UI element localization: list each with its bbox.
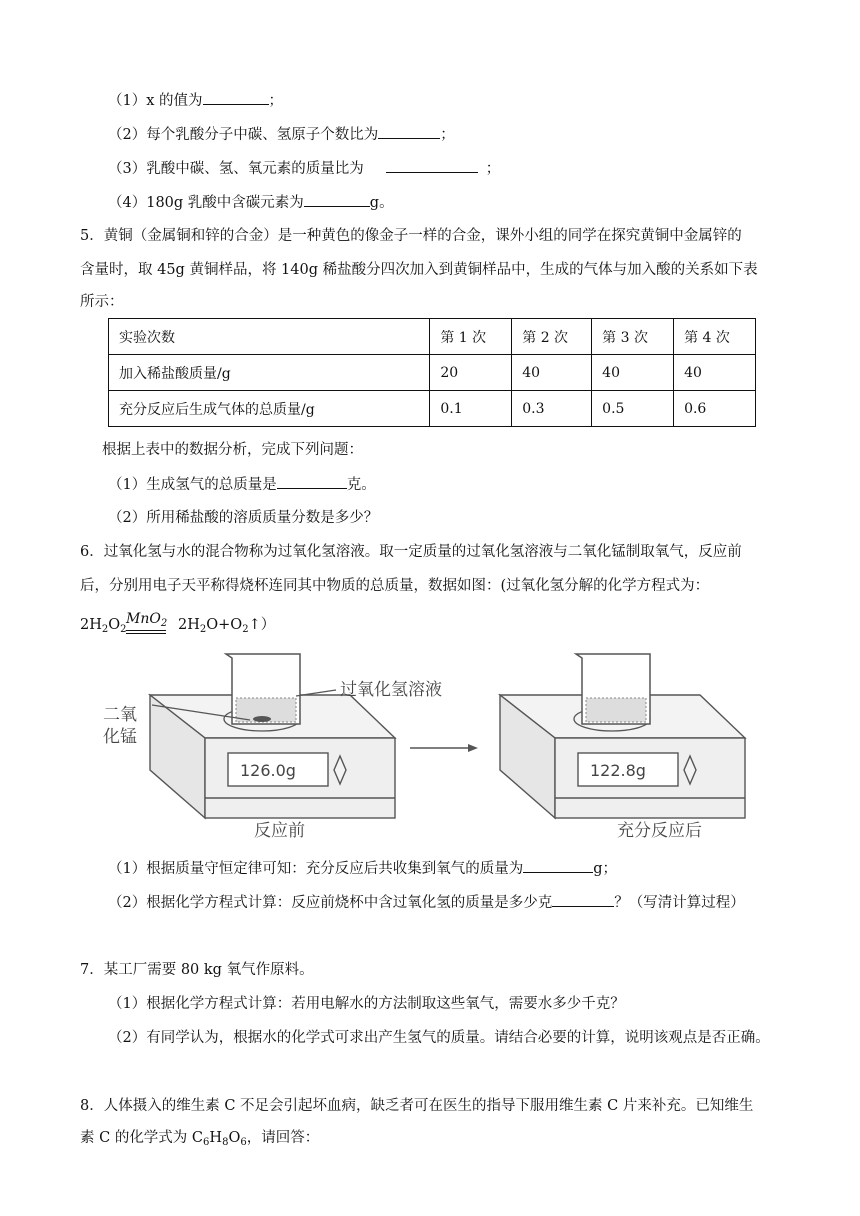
eq-text: O+O (206, 617, 243, 633)
eq-subscript: 2 (120, 624, 127, 635)
q4-item-2-suffix: ； (440, 127, 455, 143)
q4-item-4-text: （4）180g 乳酸中含碳元素为 (108, 195, 304, 211)
q4-item-4 (108, 192, 394, 213)
q5-data-table (108, 318, 756, 427)
table-header-cell: 第 3 次 (592, 319, 674, 355)
q8-stem-line-2 (80, 1128, 319, 1153)
answer-blank[interactable] (277, 474, 347, 489)
eq-text: 2H (80, 617, 102, 633)
arrow-head-icon (468, 744, 478, 752)
table-cell: 0.6 (674, 391, 756, 427)
chemical-equation-products (178, 615, 275, 640)
table-cell: 0.1 (430, 391, 512, 427)
table-cell: 充分反应后生成气体的总质量/g (109, 391, 430, 427)
eq-subscript: 2 (199, 624, 207, 635)
q5-stem-line-1: 5．黄铜（金属铜和锌的合金）是一种黄色的像金子一样的合金，课外小组的同学在探究黄铜中金属锌的 (80, 228, 742, 244)
answer-blank[interactable] (203, 90, 269, 105)
q5-instruction: 根据上表中的数据分析，完成下列问题： (102, 442, 363, 458)
q7-item-1: （1）根据化学方程式计算：若用电解水的方法制取这些氧气，需要水多少千克？ (108, 996, 625, 1012)
q8-text: O (228, 1130, 241, 1146)
equation-bar (126, 630, 166, 631)
q6-stem-line-1: 6．过氧化氢与水的混合物称为过氧化氢溶液。取一定质量的过氧化氢溶液与二氧化锰制取氧气，反应前 (80, 544, 742, 560)
table-header-cell: 第 1 次 (430, 319, 512, 355)
q4-item-1 (108, 90, 283, 111)
table-header-row (109, 319, 756, 355)
answer-blank[interactable] (304, 192, 370, 207)
q5-stem-line-3: 所示： (80, 294, 124, 310)
eq-subscript: 2 (101, 624, 109, 635)
caption-before: 反应前 (254, 821, 305, 841)
table-row (109, 391, 756, 427)
eq-text: 2H (178, 617, 200, 633)
formula-subscript: 6 (240, 1137, 247, 1148)
label-solution: 过氧化氢溶液 (340, 680, 442, 700)
q8-stem-line-1: 8．人体摄入的维生素 C 不足会引起坏血病，缺乏者可在医生的指导下服用维生素 C 片来补充。已知维生 (80, 1098, 754, 1114)
q5-stem-line-2: 含量时，取 45g 黄铜样品，将 140g 稀盐酸分四次加入到黄铜样品中，生成的气体与加入酸的关系如下表 (80, 262, 758, 278)
balance-figure (0, 650, 860, 845)
formula-subscript: 8 (222, 1137, 229, 1148)
q4-item-2 (108, 124, 455, 145)
eq-subscript: 2 (242, 624, 249, 635)
table-cell: 40 (674, 355, 756, 391)
eq-subscript: 2 (160, 618, 168, 629)
table-cell: 20 (430, 355, 512, 391)
caption-after: 充分反应后 (617, 821, 702, 841)
q6-item-2-text: （2）根据化学方程式计算：反应前烧杯中含过氧化氢的质量是多少克 (108, 895, 553, 911)
eq-text: ↑） (248, 617, 276, 633)
eq-catalyst: MnO (126, 611, 161, 627)
q8-text: H (209, 1130, 223, 1146)
q7-item-2: （2）有同学认为，根据水的化学式可求出产生氢气的质量。请结合必要的计算，说明该观点是否正确。 (108, 1030, 770, 1046)
q5-item-1 (108, 474, 376, 495)
table-header-cell: 实验次数 (109, 319, 430, 355)
q4-item-1-text: （1）x 的值为 (108, 93, 203, 109)
q4-item-3-suffix: ； (485, 161, 501, 177)
catalyst-label (126, 611, 166, 629)
q6-item-1-text: （1）根据质量守恒定律可知：充分反应后共收集到氧气的质量为 (108, 861, 524, 877)
table-cell: 40 (512, 355, 592, 391)
table-cell: 0.3 (512, 391, 592, 427)
table-row (109, 355, 756, 391)
chemical-equation-reactant (80, 615, 127, 640)
formula-subscript: 6 (203, 1137, 210, 1148)
table-header-cell: 第 2 次 (512, 319, 592, 355)
table-cell: 0.5 (592, 391, 674, 427)
q4-item-4-suffix: g。 (369, 195, 394, 211)
manganese-dioxide (253, 716, 271, 722)
q6-item-1 (108, 858, 617, 879)
equation-bar (126, 633, 166, 634)
table-header-cell: 第 4 次 (674, 319, 756, 355)
table-cell: 加入稀盐酸质量/g (109, 355, 430, 391)
q5-item-1-text: （1）生成氢气的总质量是 (108, 477, 277, 493)
scale-reading-after: 122.8g (590, 761, 646, 780)
q4-item-2-text: （2）每个乳酸分子中碳、氢原子个数比为 (108, 127, 379, 143)
q4-item-1-suffix: ； (268, 93, 284, 109)
answer-blank[interactable] (552, 892, 614, 907)
answer-blank[interactable] (386, 158, 478, 173)
label-catalyst-2: 化锰 (103, 727, 137, 747)
solution-right (586, 698, 646, 722)
q6-item-2-suffix: ？（写清计算过程） (614, 895, 745, 911)
q5-item-2: （2）所用稀盐酸的溶质质量分数是多少？ (108, 510, 379, 526)
eq-text: O (108, 617, 121, 633)
q4-item-3-text: （3）乳酸中碳、氢、氧元素的质量比为 (108, 161, 364, 177)
q5-item-1-suffix: 克。 (346, 477, 376, 493)
q6-stem-line-2: 后，分别用电子天平称得烧杯连同其中物质的总质量，数据如图：(过氧化氢分解的化学方程式为： (80, 578, 710, 594)
q6-item-1-suffix: g； (593, 861, 618, 877)
q4-item-3 (108, 158, 500, 179)
table-cell: 40 (592, 355, 674, 391)
answer-blank[interactable] (523, 858, 593, 873)
q6-item-2 (108, 892, 745, 913)
label-catalyst-1: 二氧 (103, 705, 137, 725)
q7-stem: 7．某工厂需要 80 kg 氧气作原料。 (80, 962, 314, 978)
q8-text: 素 C 的化学式为 C (80, 1130, 204, 1146)
answer-blank[interactable] (378, 124, 440, 139)
scale-reading-before: 126.0g (240, 761, 296, 780)
q8-text: ，请回答： (246, 1130, 320, 1146)
